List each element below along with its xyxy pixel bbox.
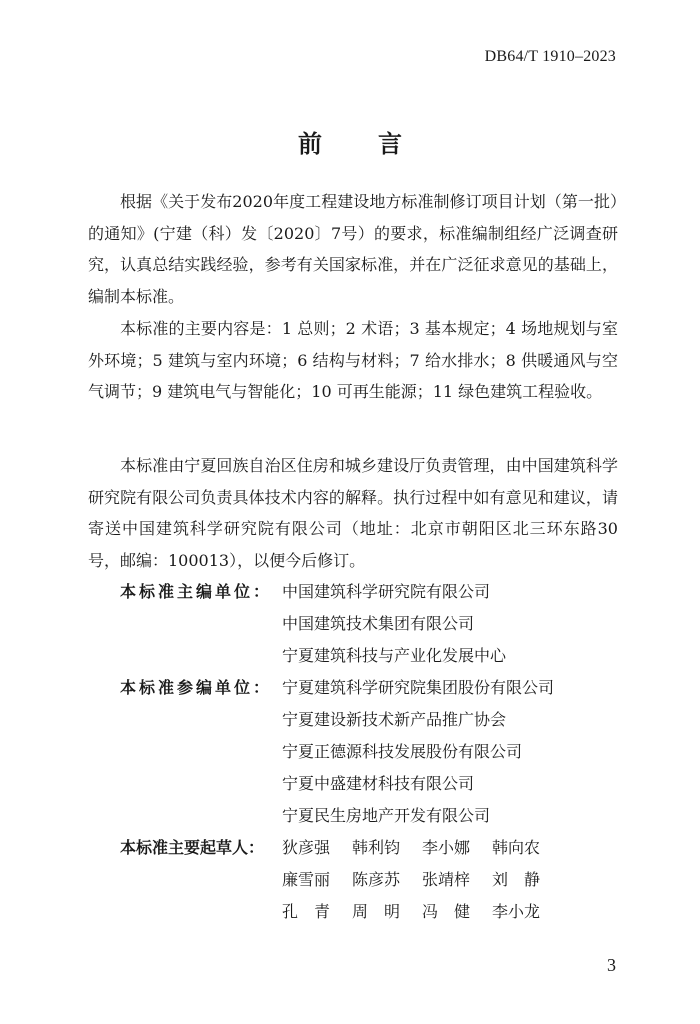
participating-unit: 宁夏民生房地产开发有限公司 (282, 806, 491, 825)
drafter-name: 张靖梓 (422, 870, 471, 889)
drafter-name: 陈彦苏 (352, 870, 401, 889)
drafter-name: 刘 静 (492, 870, 541, 889)
drafter-name: 韩向农 (492, 838, 541, 857)
drafter-name: 孔 青 (282, 902, 331, 921)
paragraph-1 (88, 186, 618, 312)
drafter-name: 韩利钧 (352, 838, 401, 857)
paragraph-text: 本标准的主要内容是：1 总则；2 术语；3 基本规定；4 场地规划与室外环境；5 建筑与室内环境；6 结构与材料；7 给水排水；8 供暖通风与空气调节；9 建筑电气与智能化；10 可再生能源；11 绿色建筑工程验收。 (88, 319, 618, 401)
chief-unit: 宁夏建筑科技与产业化发展中心 (282, 646, 507, 665)
drafter-names (282, 832, 562, 928)
drafter-name: 周 明 (352, 902, 401, 921)
drafter-name: 狄彦强 (282, 838, 331, 857)
participating-units-group (120, 672, 620, 832)
drafter-name: 廉雪丽 (282, 870, 331, 889)
paragraph-text: 本标准由宁夏回族自治区住房和城乡建设厅负责管理，由中国建筑科学研究院有限公司负责具体技术内容的解释。执行过程中如有意见和建议，请寄送中国建筑科学研究院有限公司（地址：北京市朝阳区北三环东路30号，邮编：100013），以便今后修订。 (88, 456, 618, 570)
drafter-name: 冯 健 (422, 902, 471, 921)
organization-list (120, 576, 620, 928)
chief-units-label: 本标准主编单位： (120, 582, 273, 601)
participating-unit: 宁夏建筑科学研究院集团股份有限公司 (282, 678, 555, 697)
paragraph-text: 根据《关于发布2020年度工程建设地方标准制修订项目计划（第一批）的通知》(宁建（科）发〔2020〕7号）的要求，标准编制组经广泛调查研究，认真总结实践经验，参考有关国家标准，并在广泛征求意见的基础上，编制本标准。 (88, 192, 618, 306)
title-char-2: 言 (378, 130, 402, 158)
chief-units-group (120, 576, 620, 672)
participating-units-label: 本标准参编单位： (120, 678, 273, 697)
title-char-1: 前 (298, 130, 322, 158)
participating-unit: 宁夏正德源科技发展股份有限公司 (282, 742, 523, 761)
drafter-name: 李小娜 (422, 838, 471, 857)
participating-unit: 宁夏建设新技术新产品推广协会 (282, 710, 507, 729)
chief-unit: 中国建筑技术集团有限公司 (282, 614, 475, 633)
drafters-label: 本标准主要起草人： (120, 838, 265, 857)
drafter-name: 李小龙 (492, 902, 541, 921)
participating-unit: 宁夏中盛建材科技有限公司 (282, 774, 475, 793)
paragraph-2 (88, 313, 618, 408)
page-number: 3 (607, 955, 616, 975)
paragraph-3 (88, 450, 618, 576)
standard-code: DB64/T 1910–2023 (484, 48, 616, 65)
drafters-group (120, 832, 620, 928)
page-title (0, 124, 700, 159)
chief-unit: 中国建筑科学研究院有限公司 (282, 582, 491, 601)
